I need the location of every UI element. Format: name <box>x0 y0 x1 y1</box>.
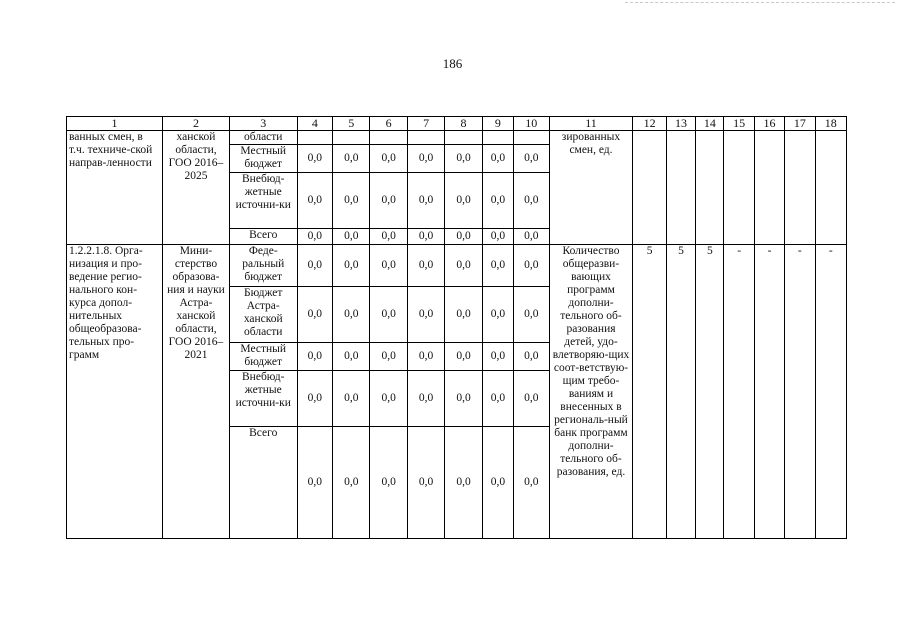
header-row <box>67 117 847 131</box>
value-cell: 0,0 <box>407 287 444 343</box>
target-value: 5 <box>666 245 695 539</box>
value-cell: 0,0 <box>482 371 513 427</box>
value-cell: 0,0 <box>407 229 444 245</box>
value-cell: 0,0 <box>482 229 513 245</box>
funding-source: области <box>229 131 297 145</box>
value-cell: 0,0 <box>445 245 482 287</box>
header-cell: 9 <box>482 117 513 131</box>
value-cell: 0,0 <box>445 343 482 371</box>
header-cell: 14 <box>696 117 724 131</box>
value-cell: 0,0 <box>370 245 407 287</box>
header-cell: 12 <box>633 117 666 131</box>
value-cell: 0,0 <box>514 245 549 287</box>
value-cell: 0,0 <box>445 229 482 245</box>
value-cell: 0,0 <box>297 245 332 287</box>
header-cell: 5 <box>333 117 370 131</box>
value-cell: 0,0 <box>482 245 513 287</box>
target-value: 5 <box>696 245 724 539</box>
value-cell: 0,0 <box>514 173 549 229</box>
header-cell: 18 <box>815 117 846 131</box>
top-dashed-line <box>625 2 895 3</box>
value-cell: 0,0 <box>514 427 549 539</box>
value-cell: 0,0 <box>297 343 332 371</box>
value-cell: 0,0 <box>445 173 482 229</box>
value-cell: 0,0 <box>482 427 513 539</box>
value-cell: 0,0 <box>514 287 549 343</box>
value-cell: 0,0 <box>482 287 513 343</box>
value-cell: 0,0 <box>407 173 444 229</box>
value-cell: 0,0 <box>445 287 482 343</box>
page-number: 186 <box>442 56 463 71</box>
funding-source: Всего <box>229 427 297 539</box>
value-cell: 0,0 <box>407 245 444 287</box>
measure-name: 1.2.2.1.8. Орга-низация и про-ведение регио-нального кон-курса допол-нительных общеобразова-тельных про-грамм <box>67 245 163 539</box>
value-cell: 0,0 <box>333 173 370 229</box>
value-cell: 0,0 <box>407 145 444 173</box>
value-cell: 0,0 <box>370 229 407 245</box>
value-cell: 0,0 <box>482 173 513 229</box>
header-cell: 15 <box>724 117 754 131</box>
value-cell: 0,0 <box>333 245 370 287</box>
funding-source: Бюджет Астра-ханской области <box>229 287 297 343</box>
header-cell: 4 <box>297 117 332 131</box>
funding-source: Феде-ральный бюджет <box>229 245 297 287</box>
value-cell: 0,0 <box>370 427 407 539</box>
header-cell: 8 <box>445 117 482 131</box>
funding-source: Внебюд-жетные источни-ки <box>229 371 297 427</box>
value-cell: 0,0 <box>445 427 482 539</box>
value-cell: 0,0 <box>407 427 444 539</box>
table-row <box>67 131 847 145</box>
value-cell: 0,0 <box>297 173 332 229</box>
value-cell: 0,0 <box>370 343 407 371</box>
value-cell: 0,0 <box>297 371 332 427</box>
header-cell: 13 <box>666 117 695 131</box>
value-cell: 0,0 <box>482 145 513 173</box>
value-cell: 0,0 <box>370 371 407 427</box>
value-cell: 0,0 <box>445 371 482 427</box>
indicator: Количество общеразви-вающих программ дополни-тельного об-разования детей, удо-влетворяю-щих соот-ветствую-щим требо-ваниям и внесенных в региональ-ный банк программ дополни-тельного об-разования, ед. <box>549 245 633 539</box>
value-cell: 0,0 <box>333 229 370 245</box>
indicator: зированных смен, ед. <box>549 131 633 245</box>
header-cell: 3 <box>229 117 297 131</box>
value-cell: 0,0 <box>333 287 370 343</box>
value-cell: 0,0 <box>407 343 444 371</box>
target-value: - <box>754 245 784 539</box>
target-value: - <box>724 245 754 539</box>
header-cell: 16 <box>754 117 784 131</box>
program-table <box>66 116 847 539</box>
value-cell: 0,0 <box>370 173 407 229</box>
value-cell: 0,0 <box>297 427 332 539</box>
value-cell: 0,0 <box>482 343 513 371</box>
funding-source: Внебюд-жетные источни-ки <box>229 173 297 229</box>
value-cell: 0,0 <box>514 145 549 173</box>
target-value: - <box>785 245 815 539</box>
value-cell: 0,0 <box>514 229 549 245</box>
value-cell: 0,0 <box>445 145 482 173</box>
header-cell: 1 <box>67 117 163 131</box>
header-cell: 17 <box>785 117 815 131</box>
header-cell: 7 <box>407 117 444 131</box>
value-cell: 0,0 <box>297 287 332 343</box>
value-cell: 0,0 <box>514 371 549 427</box>
header-cell: 10 <box>514 117 549 131</box>
value-cell: 0,0 <box>297 145 332 173</box>
value-cell: 0,0 <box>370 287 407 343</box>
value-cell: 0,0 <box>333 371 370 427</box>
header-cell: 2 <box>163 117 230 131</box>
value-cell: 0,0 <box>333 343 370 371</box>
header-cell: 6 <box>370 117 407 131</box>
executor: Мини-стерство образова-ния и науки Астра-ханской области, ГОО 2016–2021 <box>163 245 230 539</box>
header-cell: 11 <box>549 117 633 131</box>
value-cell: 0,0 <box>297 229 332 245</box>
table-row <box>67 245 847 287</box>
value-cell: 0,0 <box>333 427 370 539</box>
value-cell: 0,0 <box>333 145 370 173</box>
measure-name: ванных смен, в т.ч. техниче-ской направ-ленности <box>67 131 163 245</box>
value-cell: 0,0 <box>370 145 407 173</box>
executor: ханской области, ГОО 2016–2025 <box>163 131 230 245</box>
value-cell: 0,0 <box>514 343 549 371</box>
target-value: - <box>815 245 846 539</box>
funding-source: Местный бюджет <box>229 343 297 371</box>
funding-source: Всего <box>229 229 297 245</box>
target-value: 5 <box>633 245 666 539</box>
value-cell: 0,0 <box>407 371 444 427</box>
funding-source: Местный бюджет <box>229 145 297 173</box>
